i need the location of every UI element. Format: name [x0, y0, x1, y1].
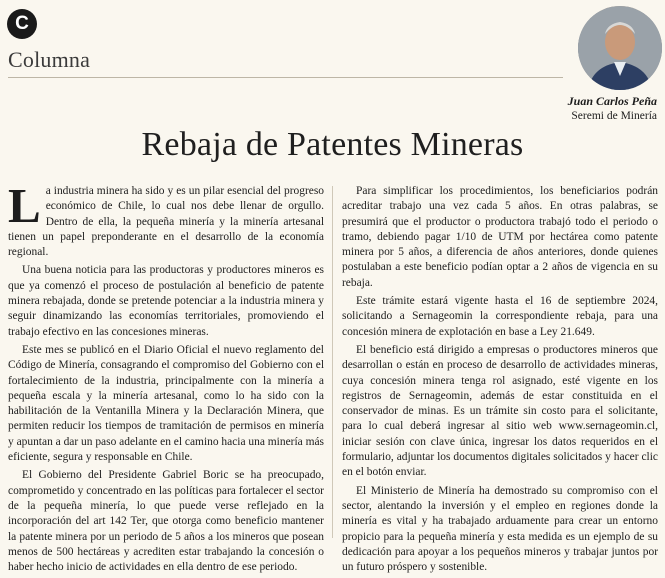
article-paragraph: El Ministerio de Minería ha demostrado su compromiso con el sector, alentando la inversión y el empleo en regiones donde la minería es vital y ha trabajado arduamente para crear un entorno propicio para la pequeña minería y esta medida es un ejemplo de su dedicación para apoyar a los pequeños mineros y trabajar juntos por un futuro próspero y sostenible. — [342, 484, 658, 574]
article-paragraph: La industria minera ha sido y es un pilar esencial del progreso económico de Chile, lo cual nos debe llenar de orgullo. Dentro de ella, la pequeña minería y la minería artesanal tienen un papel preponderante en el desarrollo de la economía regional. — [8, 178, 324, 259]
column-divider — [332, 186, 333, 538]
drop-cap: L — [8, 178, 41, 233]
section-name: Columna — [8, 47, 91, 72]
article-paragraph: El beneficio está dirigido a empresas o productores mineros que desarrollan o están en proceso de desarrollo de actividades mineras, cuya concesión minera tenga rol asignado, esté vigente en los registros de Sernageomin, además de estar constituida en el conservador de minas. Es un trámite sin costo para el solicitante, para lo cual deberá ingresar al sitio web www.sernageomin.cl, iniciar sesión con clave única, ingresar los datos requeridos en el formulario, adjuntar los documentos digitales solicitados y hacer clic en el botón enviar. — [342, 343, 658, 479]
article-paragraph: Este mes se publicó en el Diario Oficial el nuevo reglamento del Código de Minería, consagrando el compromiso del Gobierno con el fortalecimiento de la industria, principalmente con la minería a pequeña escala y la minería artesanal, como lo ha sido con la habilitación de la Ventanilla Minera y la Declaración Minera, que permiten reducir los tiempos de tramitación de permisos en minería y apuntan a dar un paso adelante en el camino hacia una minería más eficiente, segura y responsable en Chile. — [8, 343, 324, 464]
author-portrait-icon — [578, 6, 662, 90]
header-rule — [8, 77, 563, 78]
article-paragraph: Una buena noticia para las productoras y productores mineros es que ya comenzó el proceso de postulación al beneficio de patente minera rebajada, donde se pretende potenciar a la industria minera y seguir dinamizando las economías territoriales, promoviendo el trabajo efectivo en las concesiones mineras. — [8, 264, 324, 338]
article-title: Rebaja de Patentes Mineras — [141, 126, 524, 163]
article-paragraph: Este trámite estará vigente hasta el 16 de septiembre 2024, solicitando a Sernageomin la correspondiente rebaja, para una concesión minera de explotación en base a Ley 21.649. — [342, 295, 658, 338]
author-role: Seremi de Minería — [571, 110, 657, 122]
author-name: Juan Carlos Peña — [567, 94, 657, 108]
column-badge-letter: C — [15, 13, 29, 34]
author-byline — [568, 94, 657, 124]
author-photo — [578, 6, 662, 90]
article-column-right — [342, 184, 658, 578]
article-paragraph: El Gobierno del Presidente Gabriel Boric se ha preocupado, comprometido y concentrado en las políticas para fortalecer el sector de la pequeña minería, lo que puede verse reflejado en la incorporación del art 142 Ter, que otorga como beneficio mantener la patente minera por un periodo de 5 años a los mineros que posean menos de 500 hectáreas y acrediten estar trabajando la concesión o haber hecho inicio de actividades en ella dentro de ese periodo. — [8, 469, 324, 574]
article-column-left — [8, 178, 324, 578]
column-badge — [7, 9, 37, 39]
article-paragraph: Para simplificar los procedimientos, los beneficiarios podrán acreditar trabajo una vez cada 5 años. En otras palabras, se presumirá que el productor o productora trabajó todo el periodo o tramo, debiendo pagar 1/10 de UTM por hectárea como patente minera por 5 años, a diferencia de años anteriores, donde quienes postulaban a este beneficio podían optar a 2 años de vigencia en su rebaja. — [342, 185, 658, 289]
